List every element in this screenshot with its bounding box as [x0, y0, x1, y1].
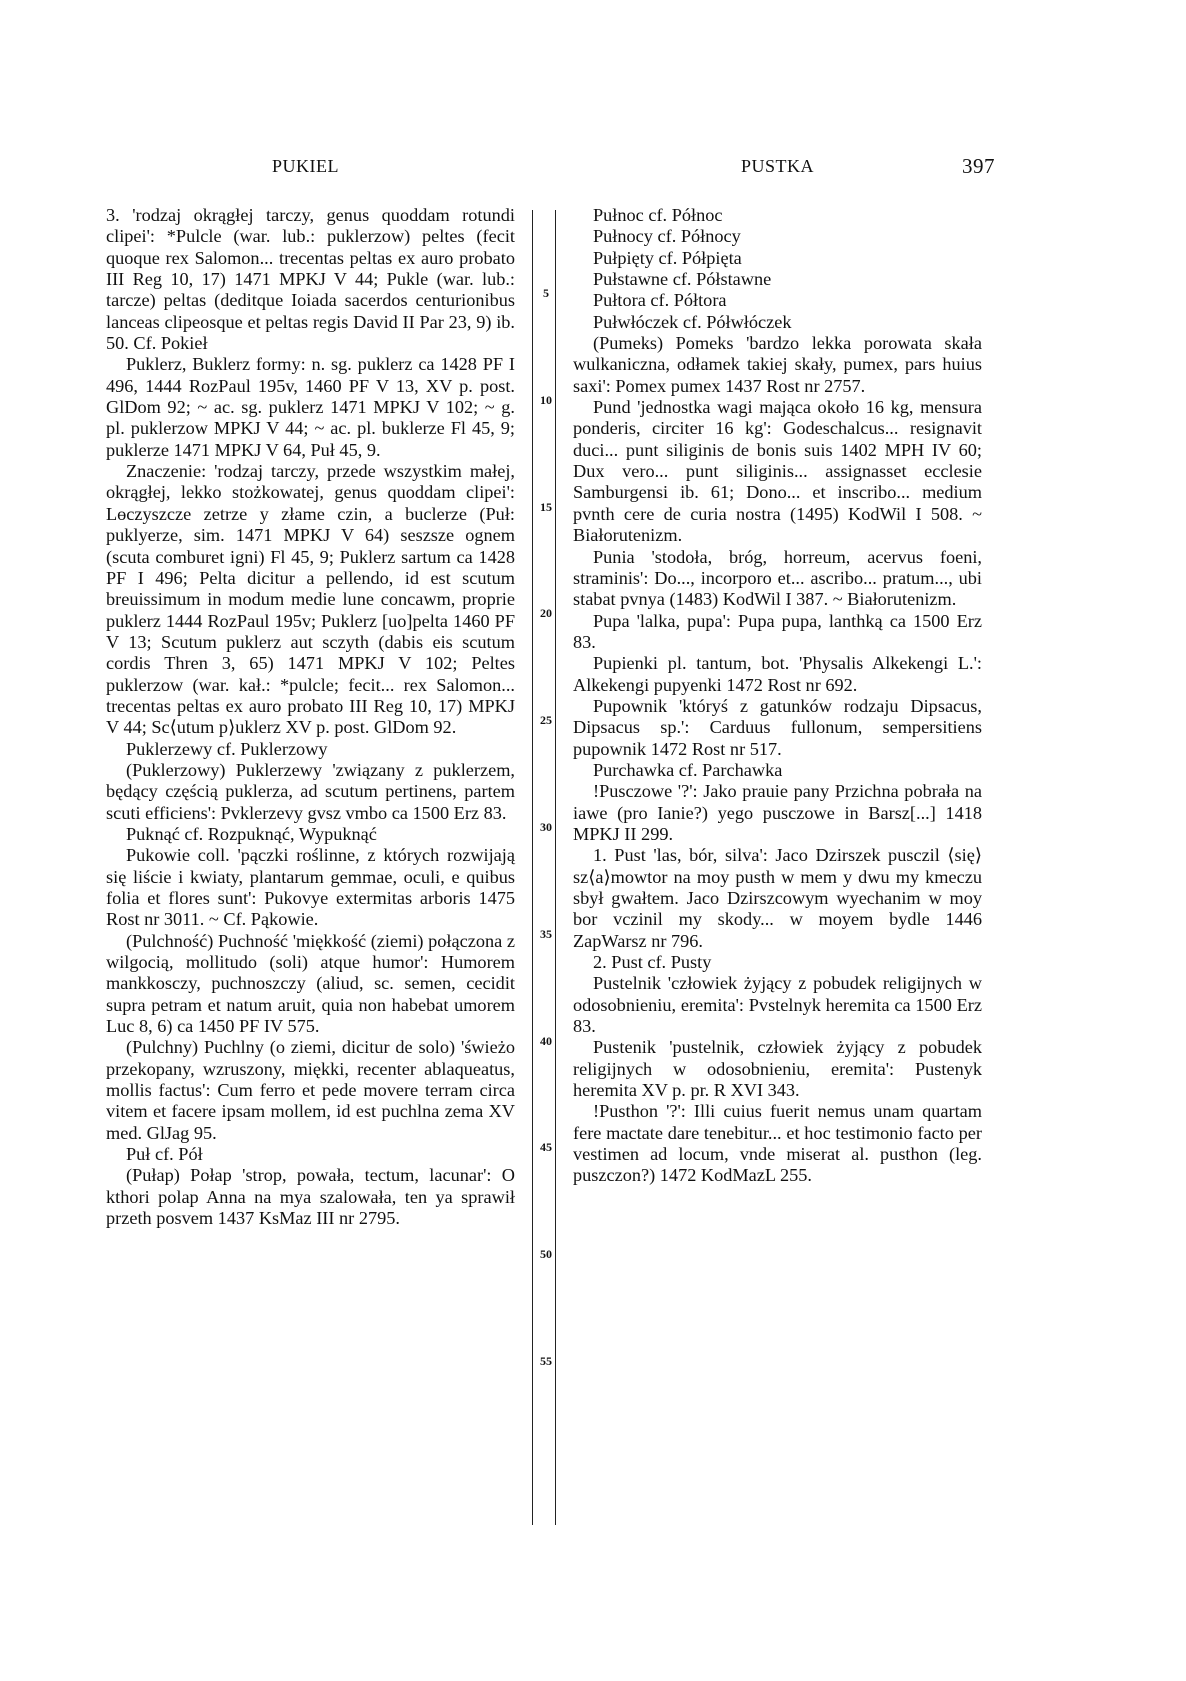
dictionary-entry: (Pułap) Połap 'strop, powała, tectum, lacunar': O kthori polap Anna na mya szalowała, ten ya sprawił przeth posvem 1437 KsMaz III nr 2795.	[106, 1165, 515, 1229]
dictionary-entry: !Pusczowe '?': Jako prauie pany Przichna pobrała na iawe (pro Ianie?) yego pusczowe in Barsz[...] 1418 MPKJ II 299.	[573, 781, 982, 844]
dictionary-entry: Pułwłóczek cf. Półwłóczek	[593, 311, 792, 332]
dictionary-entry: Pułpięty cf. Półpięta	[593, 247, 742, 268]
column-rule-right	[555, 210, 556, 1525]
line-number: 35	[540, 927, 552, 941]
dictionary-entry: Pułnocy cf. Północy	[593, 226, 741, 247]
dictionary-entry: (Puklerzowy) Puklerzewy 'związany z puklerzem, będący częścią puklerza, ad scutum pertinens, partem scuti efficiens': Pvklerzevy gvsz vmbo ca 1500 Erz 83.	[106, 759, 515, 823]
right-column	[573, 205, 982, 1187]
line-number: 25	[540, 713, 552, 727]
dictionary-entry: Pułstawne cf. Półstawne	[593, 269, 772, 290]
dictionary-entry: Pukowie coll. 'pączki roślinne, z których rozwijają się liście i kwiaty, plantarum gemmae, oculi, e quibus folia et flores sunt': Pukovye extermitas arboris 1475 Rost nr 3011. ~ Cf. Pąkowie.	[106, 845, 515, 930]
line-number: 10	[540, 393, 552, 407]
dictionary-entry: (Pumeks) Pomeks 'bardzo lekka porowata skała wulkaniczna, odłamek takiej skały, pumex, pars huius saxi': Pomex pumex 1437 Rost nr 2757.	[573, 333, 982, 396]
dictionary-entry: (Pulchność) Puchność 'miękkość (ziemi) połączona z wilgocią, mollitudo (soli) atque humor': Humorem mankkosczy, puchnoszczy (aliud, sc. semen, cecidit supra petram et natum aruit, quia non habebat umorem Luc 8, 6) ca 1450 PF IV 575.	[106, 930, 515, 1037]
dictionary-entry: Puklerz, Buklerz formy: n. sg. puklerz ca 1428 PF I 496, 1444 RozPaul 195v, 1460 PF V 13, XV p. post. GlDom 92; ~ ac. sg. puklerz 1471 MPKJ V 102; ~ g. pl. puklerzow MPKJ V 44; ~ ac. pl. buklerze Fl 45, 9; puklerze 1471 MPKJ V 64, Puł 45, 9.	[106, 354, 515, 460]
dictionary-entry: 1. Pust 'las, bór, silva': Jaco Dzirszek pusczil ⟨się⟩ sz⟨a⟩mowtor na moy pusth w mem y dwu my kmeczu sbył gwałtem. Jaco Dzirszcowym wyechanim w moy bor vczinil my skody... w moyem bydle 1446 ZapWarsz nr 796.	[573, 845, 982, 951]
dictionary-entry: !Pusthon '?': Illi cuius fuerit nemus unam quartam fere mactate dare tenebitur... et hoc testimonio facto per vestimen ad locum, vnde miserat al. pusthon (leg. puszczon?) 1472 KodMazL 255.	[573, 1101, 982, 1186]
dictionary-entry: Pupienki pl. tantum, bot. 'Physalis Alkekengi L.': Alkekengi pupyenki 1472 Rost nr 692.	[573, 653, 982, 695]
dictionary-entry: Pupa 'lalka, pupa': Pupa pupa, lanthką ca 1500 Erz 83.	[573, 610, 982, 652]
page-number: 397	[962, 154, 995, 178]
line-number: 15	[540, 500, 552, 514]
dictionary-entry: (Pulchny) Puchlny (o ziemi, dicitur de solo) 'świeżo przekopany, wzruszony, miękki, recenter ablaqueatus, mollis factus': Cum ferro et pede movere terram circa vitem et facere ipsam mollem, id est puchlna zema XV med. GlJag 95.	[106, 1037, 515, 1143]
dictionary-entry: Punia 'stodoła, bróg, horreum, acervus foeni, straminis': Do..., incorporo et... ascribo... pratum..., ubi stabat pvnya (1483) KodWil I 387. ~ Białorutenizm.	[573, 546, 982, 610]
dictionary-entry: Pund 'jednostka wagi mająca około 16 kg, mensura ponderis, circiter 16 kg': Godeschalcus... resignavit duci... punt siliginis de bonis suis 1402 MPH IV 60; Dux vero... punt siliginis... assignasset ecclesie Samburgensi ib. 61; Dono... et inscribo... medium pvnth cere de curia nostra (1495) KodWil I 508. ~ Białorutenizm.	[573, 397, 982, 546]
dictionary-entry: Puł cf. Pół	[126, 1144, 203, 1165]
dictionary-entry: Pustenik 'pustelnik, człowiek żyjący z pobudek religijnych w odosobnieniu, eremita': Pustenyk heremita XV p. pr. R XVI 343.	[573, 1037, 982, 1101]
line-number: 20	[540, 606, 552, 620]
dictionary-entry: 2. Pust cf. Pusty	[593, 952, 712, 973]
line-number: 40	[540, 1034, 552, 1048]
dictionary-entry: Pupownik 'któryś z gatunków rodzaju Dipsacus, Dipsacus sp.': Carduus fullonum, sempersitiens pupownik 1472 Rost nr 517.	[573, 695, 982, 759]
dictionary-entry: Pułtora cf. Półtora	[593, 290, 727, 311]
dictionary-entry: Znaczenie: 'rodzaj tarczy, przede wszystkim małej, okrągłej, lekko stożkowatej, genus quoddam clipei': Lɵczyszcze zetrze y złame czin, a buclerze (Puł: puklyerze, sim. 1471 MPKJ V 64) seszsze ognem (scuta comburet igni) Fl 45, 9; Puklerz sartum ca 1428 PF I 496; Pelta dicitur a pellendo, id est scutum breuissimum in modum medie lune concawm, proprie puklerz 1444 RozPaul 195v; Puklerz [uo]pelta 1460 PF V 13; Scutum puklerz aut sczyth (dabis eis scutum cordis Thren 3, 65) 1471 MPKJ V 102; Peltes puklerzow (war. kał.: *pulcle; fecit... rex Salomon... trecentas peltas ex auro probato III Reg 10, 17) MPKJ V 44; Sc⟨utum p⟩uklerz XV p. post. GlDom 92.	[106, 461, 515, 738]
dictionary-entry: Puklerzewy cf. Puklerzowy	[126, 738, 328, 759]
running-head-left: PUKIEL	[272, 156, 339, 176]
line-number: 5	[543, 286, 549, 300]
dictionary-entry: Pustelnik 'człowiek żyjący z pobudek religijnych w odosobnieniu, eremita': Pvstelnyk heremita ca 1500 Erz 83.	[573, 973, 982, 1037]
column-rule-left	[532, 210, 533, 1525]
running-head-right: PUSTKA	[741, 156, 815, 176]
left-column	[106, 205, 515, 1230]
dictionary-entry: Purchawka cf. Parchawka	[593, 759, 783, 780]
line-number: 50	[540, 1247, 552, 1261]
dictionary-entry: Puknąć cf. Rozpuknąć, Wypuknąć	[126, 823, 377, 844]
dictionary-entry: Pułnoc cf. Północ	[593, 205, 723, 225]
line-number: 45	[540, 1140, 552, 1154]
line-number: 55	[540, 1354, 552, 1368]
dictionary-entry: 3. 'rodzaj okrągłej tarczy, genus quoddam rotundi clipei': *Pulcle (war. lub.: puklerzow) peltes (fecit quoque rex Salomon... trecentas peltas ex auro probato III Reg 10, 17) 1471 MPKJ V 44; Pukle (war. lub.: tarcze) peltas (deditque Ioiada sacerdos centurionibus lanceas clipeosque et peltas regis David II Par 23, 9) ib. 50. Cf. Pokieł	[106, 205, 515, 354]
line-number: 30	[540, 820, 552, 834]
